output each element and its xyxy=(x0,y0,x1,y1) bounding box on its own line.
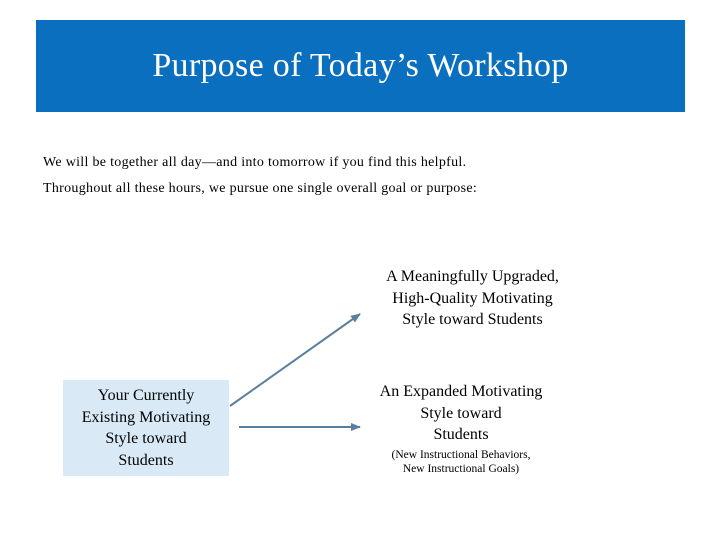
intro-line-2: Throughout all these hours, we pursue one single overall goal or purpose: xyxy=(43,181,478,196)
expanded-style-line: An Expanded Motivating xyxy=(379,383,543,400)
upgraded-style-line: Style toward Students xyxy=(402,311,543,328)
slide-title: Purpose of Today’s Workshop xyxy=(152,47,569,84)
current-style-line: Students xyxy=(118,451,174,469)
intro-line-1: We will be together all day—and into tomorrow if you find this helpful. xyxy=(43,155,467,170)
current-style-line: Existing Motivating xyxy=(81,408,211,426)
expanded-style-line: Style toward xyxy=(420,404,502,422)
arrow-to-upgraded-style xyxy=(230,314,360,406)
expanded-note-line: New Instructional Goals) xyxy=(402,462,520,475)
upgraded-style-line: High-Quality Motivating xyxy=(392,289,553,307)
expanded-note-line: (New Instructional Behaviors, xyxy=(391,448,531,461)
expanded-style-line: Students xyxy=(433,426,489,443)
current-style-line: Your Currently xyxy=(97,387,195,404)
upgraded-style-line: A Meaningfully Upgraded, xyxy=(386,268,559,285)
current-style-line: Style toward xyxy=(105,430,187,447)
